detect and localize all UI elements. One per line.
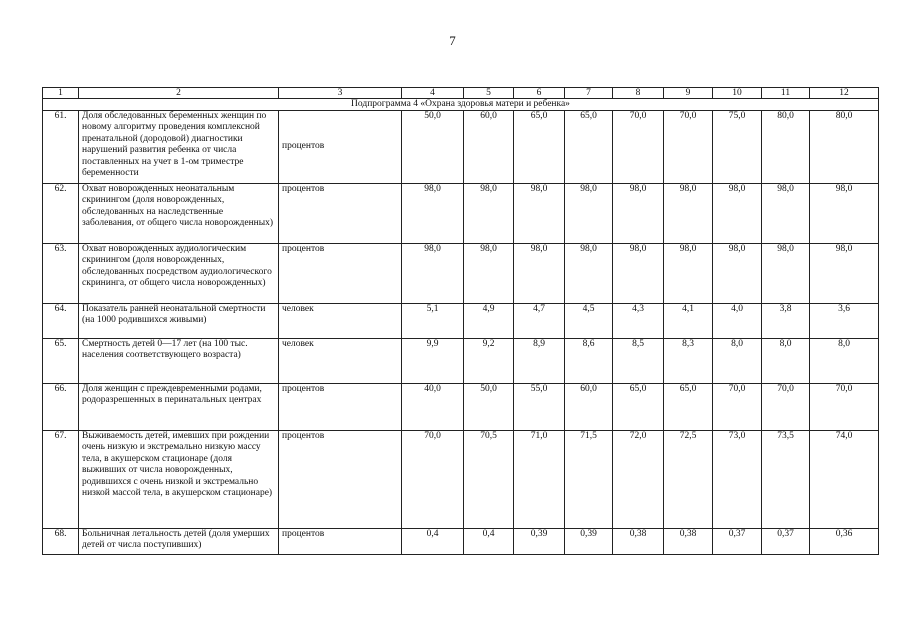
table-row <box>43 111 879 184</box>
indicators-table <box>42 87 879 555</box>
header-cell: 3 <box>279 88 402 99</box>
value-cell: 70,0 <box>664 111 713 184</box>
value-cell: 55,0 <box>514 384 565 431</box>
value-cell: 8,0 <box>810 339 879 384</box>
value-cell: 8,0 <box>762 339 810 384</box>
value-cell: 4,5 <box>565 304 613 339</box>
header-cell: 5 <box>464 88 514 99</box>
indicator-name: Доля женщин с преждевременными родами, родоразрешенных в перинатальных центрах <box>79 384 279 431</box>
value-cell: 8,5 <box>613 339 664 384</box>
unit: человек <box>279 304 402 339</box>
value-cell: 98,0 <box>664 244 713 304</box>
value-cell: 70,0 <box>402 431 464 529</box>
value-cell: 0,38 <box>664 529 713 555</box>
indicator-name: Доля обследованных беременных женщин по новому алгоритму проведения комплексной пренатальной (дородовой) диагностики нарушений развития ребенка от числа поставленных на учет в 1-ом триместре беременности <box>79 111 279 184</box>
value-cell: 98,0 <box>514 184 565 244</box>
table-row <box>43 339 879 384</box>
page-number: 7 <box>449 33 456 48</box>
row-number: 62. <box>43 184 79 244</box>
unit: человек <box>279 339 402 384</box>
header-cell: 4 <box>402 88 464 99</box>
value-cell: 98,0 <box>713 184 762 244</box>
subprogram-row <box>43 99 879 111</box>
row-number: 61. <box>43 111 79 184</box>
value-cell: 70,0 <box>762 384 810 431</box>
value-cell: 4,0 <box>713 304 762 339</box>
row-number: 65. <box>43 339 79 384</box>
table-row <box>43 184 879 244</box>
unit: процентов <box>279 111 402 184</box>
indicator-name: Смертность детей 0—17 лет (на 100 тыс. населения соответствующего возраста) <box>79 339 279 384</box>
header-cell: 2 <box>79 88 279 99</box>
value-cell: 98,0 <box>464 184 514 244</box>
value-cell: 4,1 <box>664 304 713 339</box>
value-cell: 72,5 <box>664 431 713 529</box>
header-cell: 6 <box>514 88 565 99</box>
value-cell: 98,0 <box>810 184 879 244</box>
value-cell: 40,0 <box>402 384 464 431</box>
header-cell: 7 <box>565 88 613 99</box>
row-number: 67. <box>43 431 79 529</box>
value-cell: 98,0 <box>464 244 514 304</box>
value-cell: 65,0 <box>565 111 613 184</box>
value-cell: 71,0 <box>514 431 565 529</box>
row-number: 64. <box>43 304 79 339</box>
value-cell: 98,0 <box>713 244 762 304</box>
value-cell: 0,38 <box>613 529 664 555</box>
value-cell: 98,0 <box>402 244 464 304</box>
table-row <box>43 529 879 555</box>
value-cell: 75,0 <box>713 111 762 184</box>
value-cell: 98,0 <box>762 184 810 244</box>
header-row <box>43 88 879 99</box>
value-cell: 8,3 <box>664 339 713 384</box>
row-number: 63. <box>43 244 79 304</box>
value-cell: 70,0 <box>613 111 664 184</box>
row-number: 68. <box>43 529 79 555</box>
value-cell: 65,0 <box>514 111 565 184</box>
value-cell: 72,0 <box>613 431 664 529</box>
value-cell: 0,4 <box>402 529 464 555</box>
header-cell: 1 <box>43 88 79 99</box>
value-cell: 50,0 <box>402 111 464 184</box>
value-cell: 3,8 <box>762 304 810 339</box>
value-cell: 65,0 <box>664 384 713 431</box>
value-cell: 4,3 <box>613 304 664 339</box>
value-cell: 98,0 <box>514 244 565 304</box>
header-cell: 8 <box>613 88 664 99</box>
value-cell: 98,0 <box>613 244 664 304</box>
value-cell: 60,0 <box>565 384 613 431</box>
value-cell: 8,6 <box>565 339 613 384</box>
value-cell: 0,39 <box>514 529 565 555</box>
value-cell: 98,0 <box>810 244 879 304</box>
value-cell: 0,37 <box>762 529 810 555</box>
row-number: 66. <box>43 384 79 431</box>
value-cell: 98,0 <box>565 184 613 244</box>
value-cell: 70,0 <box>713 384 762 431</box>
value-cell: 98,0 <box>565 244 613 304</box>
value-cell: 98,0 <box>664 184 713 244</box>
subprogram-title: Подпрограмма 4 «Охрана здоровья матери и ребенка» <box>43 99 879 111</box>
indicator-name: Больничная летальность детей (доля умерших детей от числа поступивших) <box>79 529 279 555</box>
value-cell: 50,0 <box>464 384 514 431</box>
value-cell: 70,5 <box>464 431 514 529</box>
indicator-name: Выживаемость детей, имевших при рождении очень низкую и экстремально низкую массу тела, в акушерском стационаре (доля выживших от числа новорожденных, родившихся с очень низкой и экстремально низкой массой тела, в акушерском стационаре) <box>79 431 279 529</box>
value-cell: 0,36 <box>810 529 879 555</box>
value-cell: 0,37 <box>713 529 762 555</box>
indicator-name: Охват новорожденных аудиологическим скринингом (доля новорожденных, обследованных посредством аудиологического скрининга, от общего числа новорожденных) <box>79 244 279 304</box>
value-cell: 0,39 <box>565 529 613 555</box>
table-row <box>43 384 879 431</box>
value-cell: 98,0 <box>402 184 464 244</box>
value-cell: 0,4 <box>464 529 514 555</box>
header-cell: 10 <box>713 88 762 99</box>
value-cell: 8,0 <box>713 339 762 384</box>
value-cell: 70,0 <box>810 384 879 431</box>
unit: процентов <box>279 431 402 529</box>
value-cell: 65,0 <box>613 384 664 431</box>
value-cell: 9,2 <box>464 339 514 384</box>
value-cell: 60,0 <box>464 111 514 184</box>
header-cell: 12 <box>810 88 879 99</box>
value-cell: 8,9 <box>514 339 565 384</box>
table-row <box>43 304 879 339</box>
value-cell: 5,1 <box>402 304 464 339</box>
value-cell: 4,7 <box>514 304 565 339</box>
value-cell: 3,6 <box>810 304 879 339</box>
table-row <box>43 431 879 529</box>
value-cell: 9,9 <box>402 339 464 384</box>
header-cell: 11 <box>762 88 810 99</box>
unit: процентов <box>279 184 402 244</box>
value-cell: 74,0 <box>810 431 879 529</box>
header-cell: 9 <box>664 88 713 99</box>
indicator-name: Показатель ранней неонатальной смертности (на 1000 родившихся живыми) <box>79 304 279 339</box>
indicator-name: Охват новорожденных неонатальным скринингом (доля новорожденных, обследованных на наследственные заболевания, от общего числа новорожденных) <box>79 184 279 244</box>
unit: процентов <box>279 384 402 431</box>
value-cell: 73,5 <box>762 431 810 529</box>
value-cell: 4,9 <box>464 304 514 339</box>
value-cell: 80,0 <box>810 111 879 184</box>
value-cell: 73,0 <box>713 431 762 529</box>
value-cell: 80,0 <box>762 111 810 184</box>
unit: процентов <box>279 244 402 304</box>
unit: процентов <box>279 529 402 555</box>
value-cell: 71,5 <box>565 431 613 529</box>
table-row <box>43 244 879 304</box>
value-cell: 98,0 <box>762 244 810 304</box>
value-cell: 98,0 <box>613 184 664 244</box>
